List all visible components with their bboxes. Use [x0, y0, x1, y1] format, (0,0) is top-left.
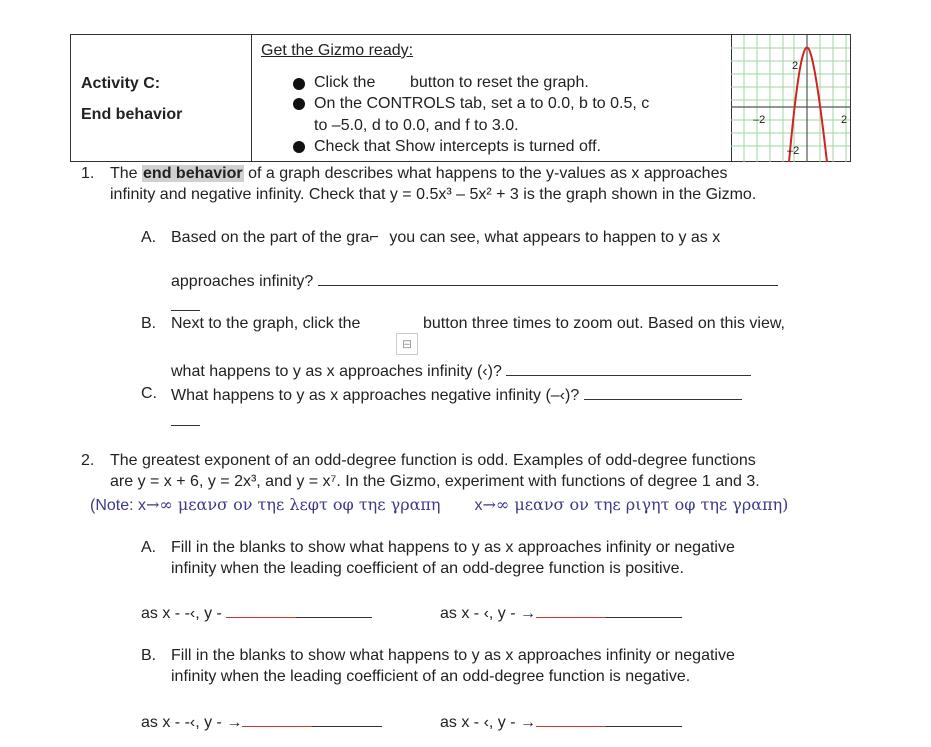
q2-a-right	[440, 603, 682, 623]
bullet-3: Check that Show intercepts is turned off.	[314, 138, 601, 155]
graph-label-x-right: 2	[841, 114, 848, 126]
graph-label-y-bottom: –2	[787, 145, 800, 157]
q1-c-line	[171, 385, 742, 405]
answer-blank[interactable]	[606, 603, 682, 618]
note-pre: (Note: x	[90, 497, 147, 514]
bullet-icon	[293, 98, 305, 110]
q2-a-right-label: as x - ‹, y - →	[440, 605, 536, 622]
q1-a-post: you can see, what appears to happen to y as x	[389, 229, 721, 246]
q2-a-left-label: as x - -‹, y -	[141, 605, 222, 622]
answer-blank[interactable]	[506, 361, 751, 376]
q1-a-line-2	[171, 271, 778, 291]
q1-number: 1.	[81, 165, 95, 182]
zoom-out-icon[interactable]: ⊟	[396, 333, 418, 355]
q2-note	[90, 495, 788, 515]
q2-b-right-label: as x - ‹, y - →	[440, 714, 536, 731]
q1-b-post: button three times to zoom out. Based on this view,	[423, 315, 785, 332]
answer-blank[interactable]	[312, 712, 382, 727]
q1-line-2: infinity and negative infinity. Check that y = 0.5x³ – 5x² + 3 is the graph shown in the Gizmo.	[110, 186, 757, 203]
answer-blank[interactable]	[536, 603, 606, 618]
q2-a-line-2: infinity when the leading coefficient of an odd-degree function is positive.	[171, 560, 684, 577]
answer-blank[interactable]	[296, 603, 372, 618]
q2-b-left-label: as x - -‹, y - →	[141, 714, 243, 731]
answer-blank-continuation[interactable]	[171, 296, 200, 311]
q1-c-label: C.	[141, 385, 157, 402]
answer-blank[interactable]	[226, 603, 296, 618]
bullet-1-pre: Click the	[314, 74, 376, 91]
gizmo-heading: Get the Gizmo ready:	[261, 42, 414, 59]
bullet-icon	[293, 141, 305, 153]
q1-line-1	[110, 165, 727, 183]
q1-b-label: B.	[141, 315, 157, 332]
answer-blank[interactable]	[242, 712, 312, 727]
cursor-icon: ⌐	[369, 229, 379, 246]
answer-blank[interactable]	[536, 712, 606, 727]
q1-a-line-1	[171, 229, 720, 247]
answer-blank[interactable]	[606, 712, 682, 727]
answer-blank-continuation[interactable]	[171, 411, 200, 426]
q1-text-post: of a graph describes what happens to the y-values as x approaches	[248, 165, 728, 182]
q1-text-pre: The	[110, 165, 138, 182]
graph-label-x-left: –2	[753, 114, 766, 126]
note-x: x	[474, 497, 483, 514]
activity-title: Activity C:	[81, 75, 161, 92]
answer-blank[interactable]	[318, 271, 778, 286]
q2-b-left	[141, 712, 382, 732]
q1-a-pre: Based on the part of the gra	[171, 229, 370, 246]
q2-b-line-1: Fill in the blanks to show what happens to y as x approaches infinity or negative	[171, 647, 735, 664]
activity-subtitle: End behavior	[81, 106, 183, 123]
q2-line-2: are y = x + 6, y = 2x³, and y = x⁷. In the Gizmo, experiment with functions of degree 1 and 3.	[110, 473, 760, 490]
q2-b-right	[440, 712, 682, 732]
note-left: →∞ μεανσ ον τηε λεφτ οφ τηε γραπη	[146, 495, 441, 514]
table-divider	[251, 35, 252, 161]
q1-b-question: what happens to y as x approaches infinity (‹)?	[171, 363, 502, 380]
q2-b-line-2: infinity when the leading coefficient of an odd-degree function is negative.	[171, 668, 691, 685]
bullet-icon	[293, 78, 305, 90]
q2-a-left	[141, 603, 372, 623]
answer-blank[interactable]	[584, 385, 742, 400]
q1-a-label: A.	[141, 229, 157, 246]
gizmo-graph-thumbnail	[731, 35, 850, 162]
graph-label-y-top: 2	[792, 60, 799, 72]
q2-b-label: B.	[141, 647, 157, 664]
q2-number: 2.	[81, 452, 95, 469]
bullet-2-line-1: On the CONTROLS tab, set a to 0.0, b to 0.5, c	[314, 95, 650, 112]
note-right: →∞ μεανσ ον τηε ριγητ οφ τηε γραπη)	[482, 495, 789, 514]
q1-a-question: approaches infinity?	[171, 273, 314, 290]
q1-b-line-2	[171, 361, 751, 381]
q1-c-question: What happens to y as x approaches negative infinity (–‹)?	[171, 387, 580, 404]
q2-a-line-1: Fill in the blanks to show what happens to y as x approaches infinity or negative	[171, 539, 735, 556]
bullet-1-post: button to reset the graph.	[410, 74, 589, 91]
q1-b-pre: Next to the graph, click the	[171, 315, 361, 332]
q2-a-label: A.	[141, 539, 157, 556]
q1-highlight: end behavior	[143, 165, 243, 182]
bullet-2-line-2: to –5.0, d to 0.0, and f to 3.0.	[314, 117, 519, 134]
q2-line-1: The greatest exponent of an odd-degree function is odd. Examples of odd-degree functions	[110, 452, 756, 469]
